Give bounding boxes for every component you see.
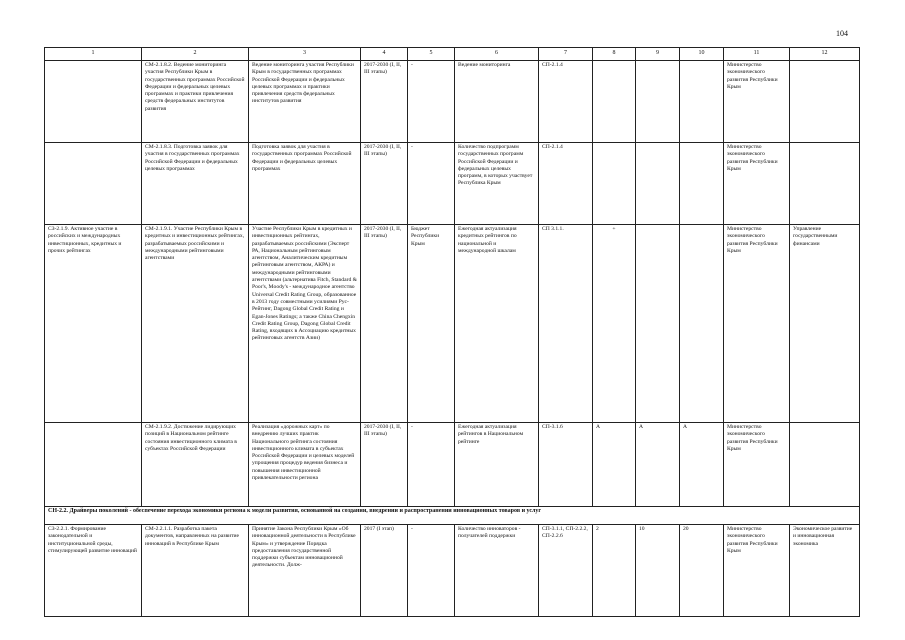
program-cell: СП-3.1.6	[539, 423, 593, 507]
program-cell: СП 3.1.1.	[539, 225, 593, 423]
value-cell	[636, 225, 680, 423]
header-cell: 9	[636, 48, 680, 61]
period-cell: 2017-2030 (I, II, III этапы)	[361, 423, 408, 507]
program-name-cell	[790, 61, 860, 143]
program-name-cell: Экономическое развитие и инновационная экономика	[790, 525, 860, 617]
funding-cell: -	[408, 61, 455, 143]
header-row	[45, 48, 860, 61]
content-cell: Реализация «дорожных карт» по внедрению лучших практик Национального рейтинга состояния инвестиционного климата в субъектах Российской Федерации и целевых моделей упрощения процедур ведения бизнеса и повышения инвестиционной привлекательности региона	[249, 423, 361, 507]
header-cell: 7	[539, 48, 593, 61]
value-cell: 10	[636, 525, 680, 617]
value-cell: А	[680, 423, 724, 507]
header-cell: 12	[790, 48, 860, 61]
indicator-cell: Количество инноваторов - получателей поддержки	[455, 525, 539, 617]
strategy-measures-table	[44, 47, 860, 617]
measure-cell: СМ-2.1.9.2. Достижение лидирующих позиций в Национальном рейтинге состояния инвестиционного климата в субъектах Российской Федерации	[142, 423, 249, 507]
program-name-cell	[790, 423, 860, 507]
table-row	[45, 225, 860, 423]
content-cell: Подготовка заявок для участия в государственных программах Российской Федерации и федеральных целевых программах	[249, 143, 361, 225]
executor-cell: Министерство экономического развития Республики Крым	[724, 143, 790, 225]
table-row	[45, 423, 860, 507]
indicator-cell: Количество подпрограмм государственных программ Российской Федерации и федеральных целевых программ, в которых участвует Республика Крым	[455, 143, 539, 225]
program-name-cell: Управление государственными финансами	[790, 225, 860, 423]
program-name-cell	[790, 143, 860, 225]
indicator-cell: Ведение мониторинга	[455, 61, 539, 143]
header-cell: 10	[680, 48, 724, 61]
goal-cell	[45, 423, 142, 507]
value-cell: А	[593, 423, 636, 507]
funding-cell: -	[408, 143, 455, 225]
executor-cell: Министерство экономического развития Республики Крым	[724, 61, 790, 143]
executor-cell: Министерство экономического развития Республики Крым	[724, 525, 790, 617]
value-cell	[680, 143, 724, 225]
header-cell: 1	[45, 48, 142, 61]
value-cell	[636, 61, 680, 143]
value-cell	[636, 143, 680, 225]
header-cell: 8	[593, 48, 636, 61]
funding-cell: -	[408, 423, 455, 507]
executor-cell: Министерство экономического развития Республики Крым	[724, 423, 790, 507]
measure-cell: СМ-2.1.8.3. Подготовка заявок для участия в государственных программах Российской Федерации и федеральных целевых программах	[142, 143, 249, 225]
period-cell: 2017-2030 (I, II, III этапы)	[361, 225, 408, 423]
section-heading: СН-2.2. Драйверы поколений - обеспечение перехода экономики региона к модели развития, основанной на создании, внедрении и распространении инновационных товаров и услуг	[45, 507, 860, 525]
value-cell: +	[593, 225, 636, 423]
header-cell: 6	[455, 48, 539, 61]
measure-cell: СМ-2.1.8.2. Ведение мониторинга участия Республики Крым в государственных программах Российской Федерации и федеральных целевых программах и практики привлечения средств федеральных институтов развития	[142, 61, 249, 143]
section-row	[45, 507, 860, 525]
program-cell: СП-2.1.4	[539, 61, 593, 143]
funding-cell: Бюджет Республики Крым	[408, 225, 455, 423]
value-cell: 2	[593, 525, 636, 617]
table-row	[45, 61, 860, 143]
value-cell	[680, 225, 724, 423]
value-cell: 20	[680, 525, 724, 617]
table-row	[45, 525, 860, 617]
content-cell: Участие Республики Крым в кредитных и инвестиционных рейтингах, разрабатываемых российскими (Эксперт РА, Национальным рейтинговым агентством, Аналитическим кредитным рейтинговым агентством, АКРА) и международными рейтинговыми агентствами (альтернатива Fitch, Standard & Poor's, Moody's - международное агентство Universal Credit Rating Group, образованное в 2013 году совместными усилиями Рус-Рейтинг, Dagong Global Credit Rating и Egan-Jones Ratings; а также China Chengxin Credit Rating Group, Dagong Global Credit Rating, входящих в Ассоциацию кредитных рейтинговых агентств Азии)	[249, 225, 361, 423]
header-cell: 4	[361, 48, 408, 61]
value-cell	[593, 143, 636, 225]
program-cell: СП-3.1.1, СП-2.2.2, СП-2.2.6	[539, 525, 593, 617]
goal-cell	[45, 61, 142, 143]
executor-cell: Министерство экономического развития Республики Крым	[724, 225, 790, 423]
header-cell: 11	[724, 48, 790, 61]
header-cell: 2	[142, 48, 249, 61]
content-cell: Принятие Закона Республики Крым «Об инновационной деятельности в Республике Крым» и утверждение Порядка предоставления государственной поддержки субъектам инновационной деятельности. Долж-	[249, 525, 361, 617]
value-cell: А	[636, 423, 680, 507]
period-cell: 2017 (I этап)	[361, 525, 408, 617]
value-cell	[680, 61, 724, 143]
period-cell: 2017-2030 (I, II, III этапы)	[361, 61, 408, 143]
table-row	[45, 143, 860, 225]
program-cell: СП-2.1.4	[539, 143, 593, 225]
period-cell: 2017-2030 (I, II, III этапы)	[361, 143, 408, 225]
value-cell	[593, 61, 636, 143]
goal-cell: СЗ-2.1.9. Активное участие в российских и международных инвестиционных, кредитных и прочих рейтингах	[45, 225, 142, 423]
content-cell: Ведение мониторинга участия Республики Крым в государственных программах Российской Федерации и федеральных целевых программах и практики привлечения средств федеральных институтов развития	[249, 61, 361, 143]
goal-cell: СЗ-2.2.1. Формирование законодательной и институциональной среды, стимулирующей развитие инноваций	[45, 525, 142, 617]
measure-cell: СМ-2.2.1.1. Разработка пакета документов, направленных на развитие инноваций в Республике Крым	[142, 525, 249, 617]
header-cell: 3	[249, 48, 361, 61]
measure-cell: СМ-2.1.9.1. Участие Республики Крым в кредитных и инвестиционных рейтингах, разрабатываемых российскими и международными рейтинговыми агентствами	[142, 225, 249, 423]
indicator-cell: Ежегодная актуализация рейтингов в Национальном рейтинге	[455, 423, 539, 507]
indicator-cell: Ежегодная актуализация кредитных рейтингов по национальной и международной шкалам	[455, 225, 539, 423]
goal-cell	[45, 143, 142, 225]
page-number: 104	[836, 29, 848, 38]
header-cell: 5	[408, 48, 455, 61]
funding-cell: -	[408, 525, 455, 617]
